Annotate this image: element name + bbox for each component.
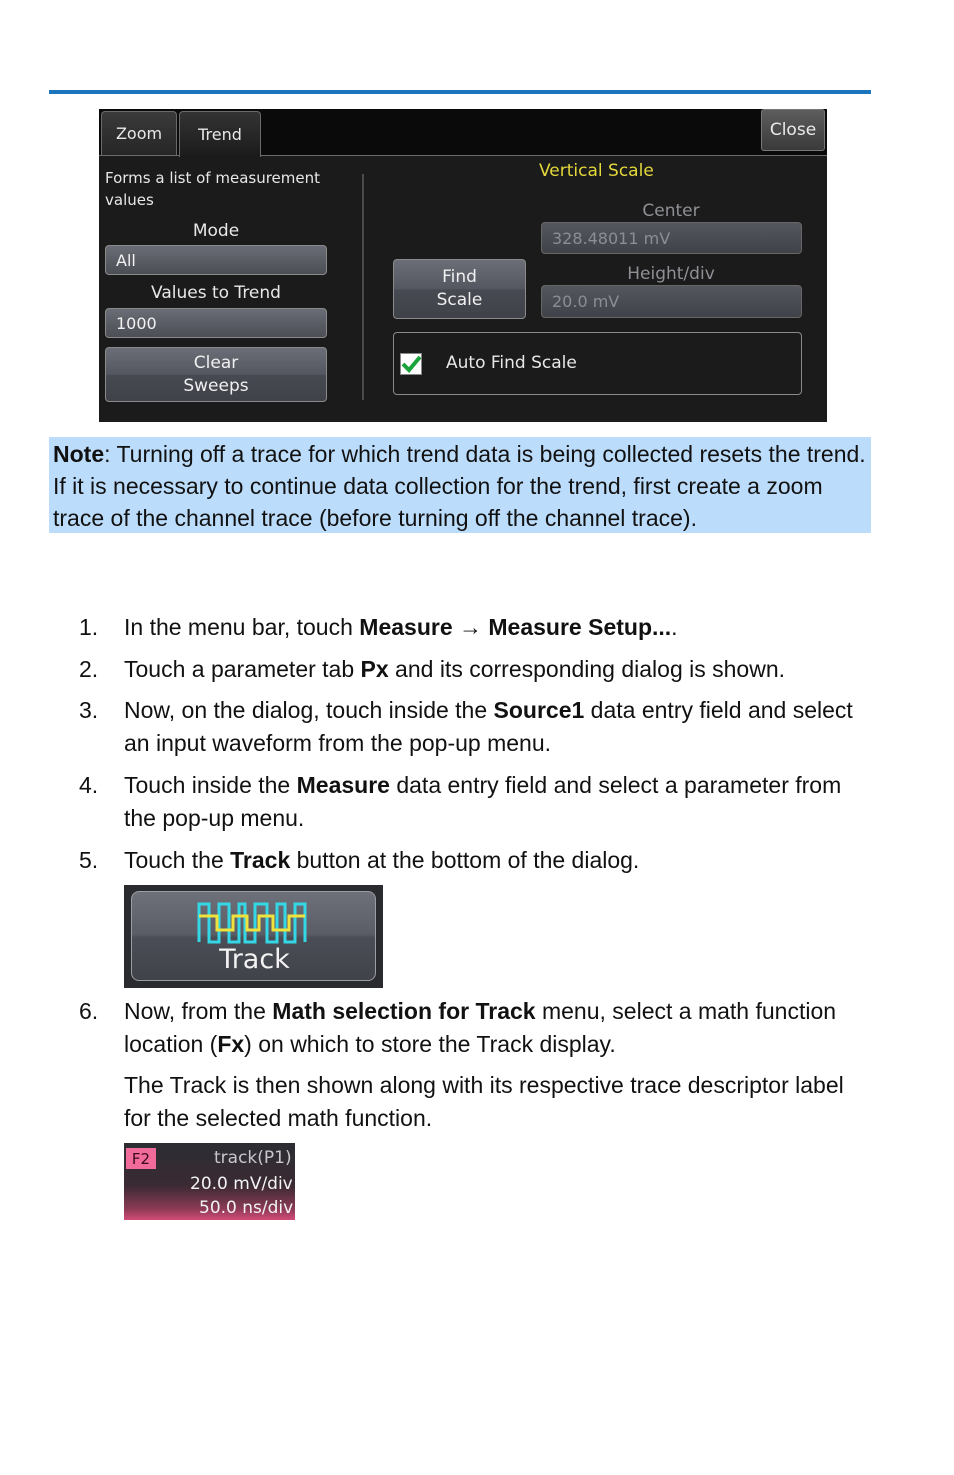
track-button-image xyxy=(124,885,383,988)
step-text-pre: Touch inside the xyxy=(124,772,297,798)
step-text xyxy=(124,995,854,1061)
clear-sweeps-line1: Clear xyxy=(193,352,239,373)
step-text-pre: In the menu bar, touch xyxy=(124,614,360,640)
note-label: Note xyxy=(53,441,105,467)
step-text-post: . xyxy=(671,614,678,640)
step-text-bold: Math selection for Track xyxy=(272,998,536,1024)
mode-field[interactable]: All xyxy=(105,245,327,275)
step-text-pre: Touch the xyxy=(124,847,231,873)
descriptor-tag: F2 xyxy=(126,1148,156,1169)
step-text-bold: Track xyxy=(230,847,291,873)
step-number: 1. xyxy=(79,614,99,640)
values-to-trend-field[interactable]: 1000 xyxy=(105,308,327,338)
center-field[interactable]: 328.48011 mV xyxy=(541,222,802,254)
step-text-bold: Source1 xyxy=(493,697,585,723)
tab-zoom[interactable]: Zoom xyxy=(101,111,177,155)
step-text xyxy=(124,844,854,877)
note-box xyxy=(49,437,871,533)
descriptor-name: track(P1) xyxy=(214,1148,292,1168)
close-button[interactable]: Close xyxy=(761,109,825,151)
note-text: : Turning off a trace for which trend data is being collected resets the trend. If it is necessary to continue data collection for the trend, first create a zoom trace of the channel trace (before turning off the channel trace). xyxy=(53,441,866,531)
descriptor-hdiv: 50.0 ns/div xyxy=(199,1198,294,1218)
track-waveform-icon xyxy=(197,896,309,946)
step-text xyxy=(124,611,854,644)
vertical-scale-title: Vertical Scale xyxy=(539,161,654,181)
height-div-field[interactable]: 20.0 mV xyxy=(541,285,802,318)
step-text xyxy=(124,694,854,760)
track-button[interactable] xyxy=(131,891,376,981)
dialog-description: Forms a list of measurement values xyxy=(105,169,321,209)
step-number: 4. xyxy=(79,772,99,798)
values-to-trend-label: Values to Trend xyxy=(151,283,281,303)
step-text xyxy=(124,653,854,686)
step-text-bold-2: Fx xyxy=(217,1031,245,1057)
tab-trend[interactable]: Trend xyxy=(179,111,261,157)
auto-find-scale-label: Auto Find Scale xyxy=(446,353,577,373)
top-rule xyxy=(49,90,871,94)
step-text-pre: Now, on the dialog, touch inside the xyxy=(124,697,494,723)
find-scale-button[interactable] xyxy=(393,259,526,319)
trend-dialog-screenshot xyxy=(99,109,827,422)
find-scale-line2: Scale xyxy=(436,290,483,310)
step-text-post: data entry field and select a parameter from the pop-up menu. xyxy=(124,772,842,831)
step-text-post: button at the bottom of the dialog. xyxy=(290,847,640,873)
step-text-post: and its corresponding dialog is shown. xyxy=(388,656,786,682)
clear-sweeps-line2: Sweeps xyxy=(183,375,249,396)
track-button-label: Track xyxy=(219,944,290,975)
auto-find-scale-group xyxy=(393,332,802,395)
step-text-pre: Now, from the xyxy=(124,998,273,1024)
tab-gap xyxy=(180,155,260,157)
step-text-post: menu, select a math function location ( xyxy=(124,998,837,1057)
step-text-bold: Measure xyxy=(296,772,390,798)
clear-sweeps-button[interactable] xyxy=(105,347,327,402)
step-number: 6. xyxy=(79,998,99,1024)
step-text-bold: Measure → Measure Setup... xyxy=(359,614,672,640)
step-text-bold: Px xyxy=(360,656,389,682)
step-number: 2. xyxy=(79,656,99,682)
step-text-post: data entry field and select an input waveform from the pop-up menu. xyxy=(124,697,853,756)
step-text-post-2: ) on which to store the Track display. xyxy=(244,1031,616,1057)
auto-find-scale-checkbox[interactable] xyxy=(400,353,422,375)
mode-label: Mode xyxy=(192,221,240,241)
find-scale-line1: Find xyxy=(442,267,477,287)
descriptor-vdiv: 20.0 mV/div xyxy=(190,1174,293,1194)
center-label: Center xyxy=(642,201,700,221)
panel-divider xyxy=(362,174,364,400)
step-number: 5. xyxy=(79,847,99,873)
checkmark-icon xyxy=(400,353,422,375)
step-number: 3. xyxy=(79,697,99,723)
step-text xyxy=(124,769,854,835)
step-text-pre: Touch a parameter tab xyxy=(124,656,361,682)
height-div-label: Height/div xyxy=(627,264,715,284)
trace-descriptor-label xyxy=(124,1143,295,1220)
step-followup-text: The Track is then shown along with its respective trace descriptor label for the selected math function. xyxy=(124,1072,844,1131)
